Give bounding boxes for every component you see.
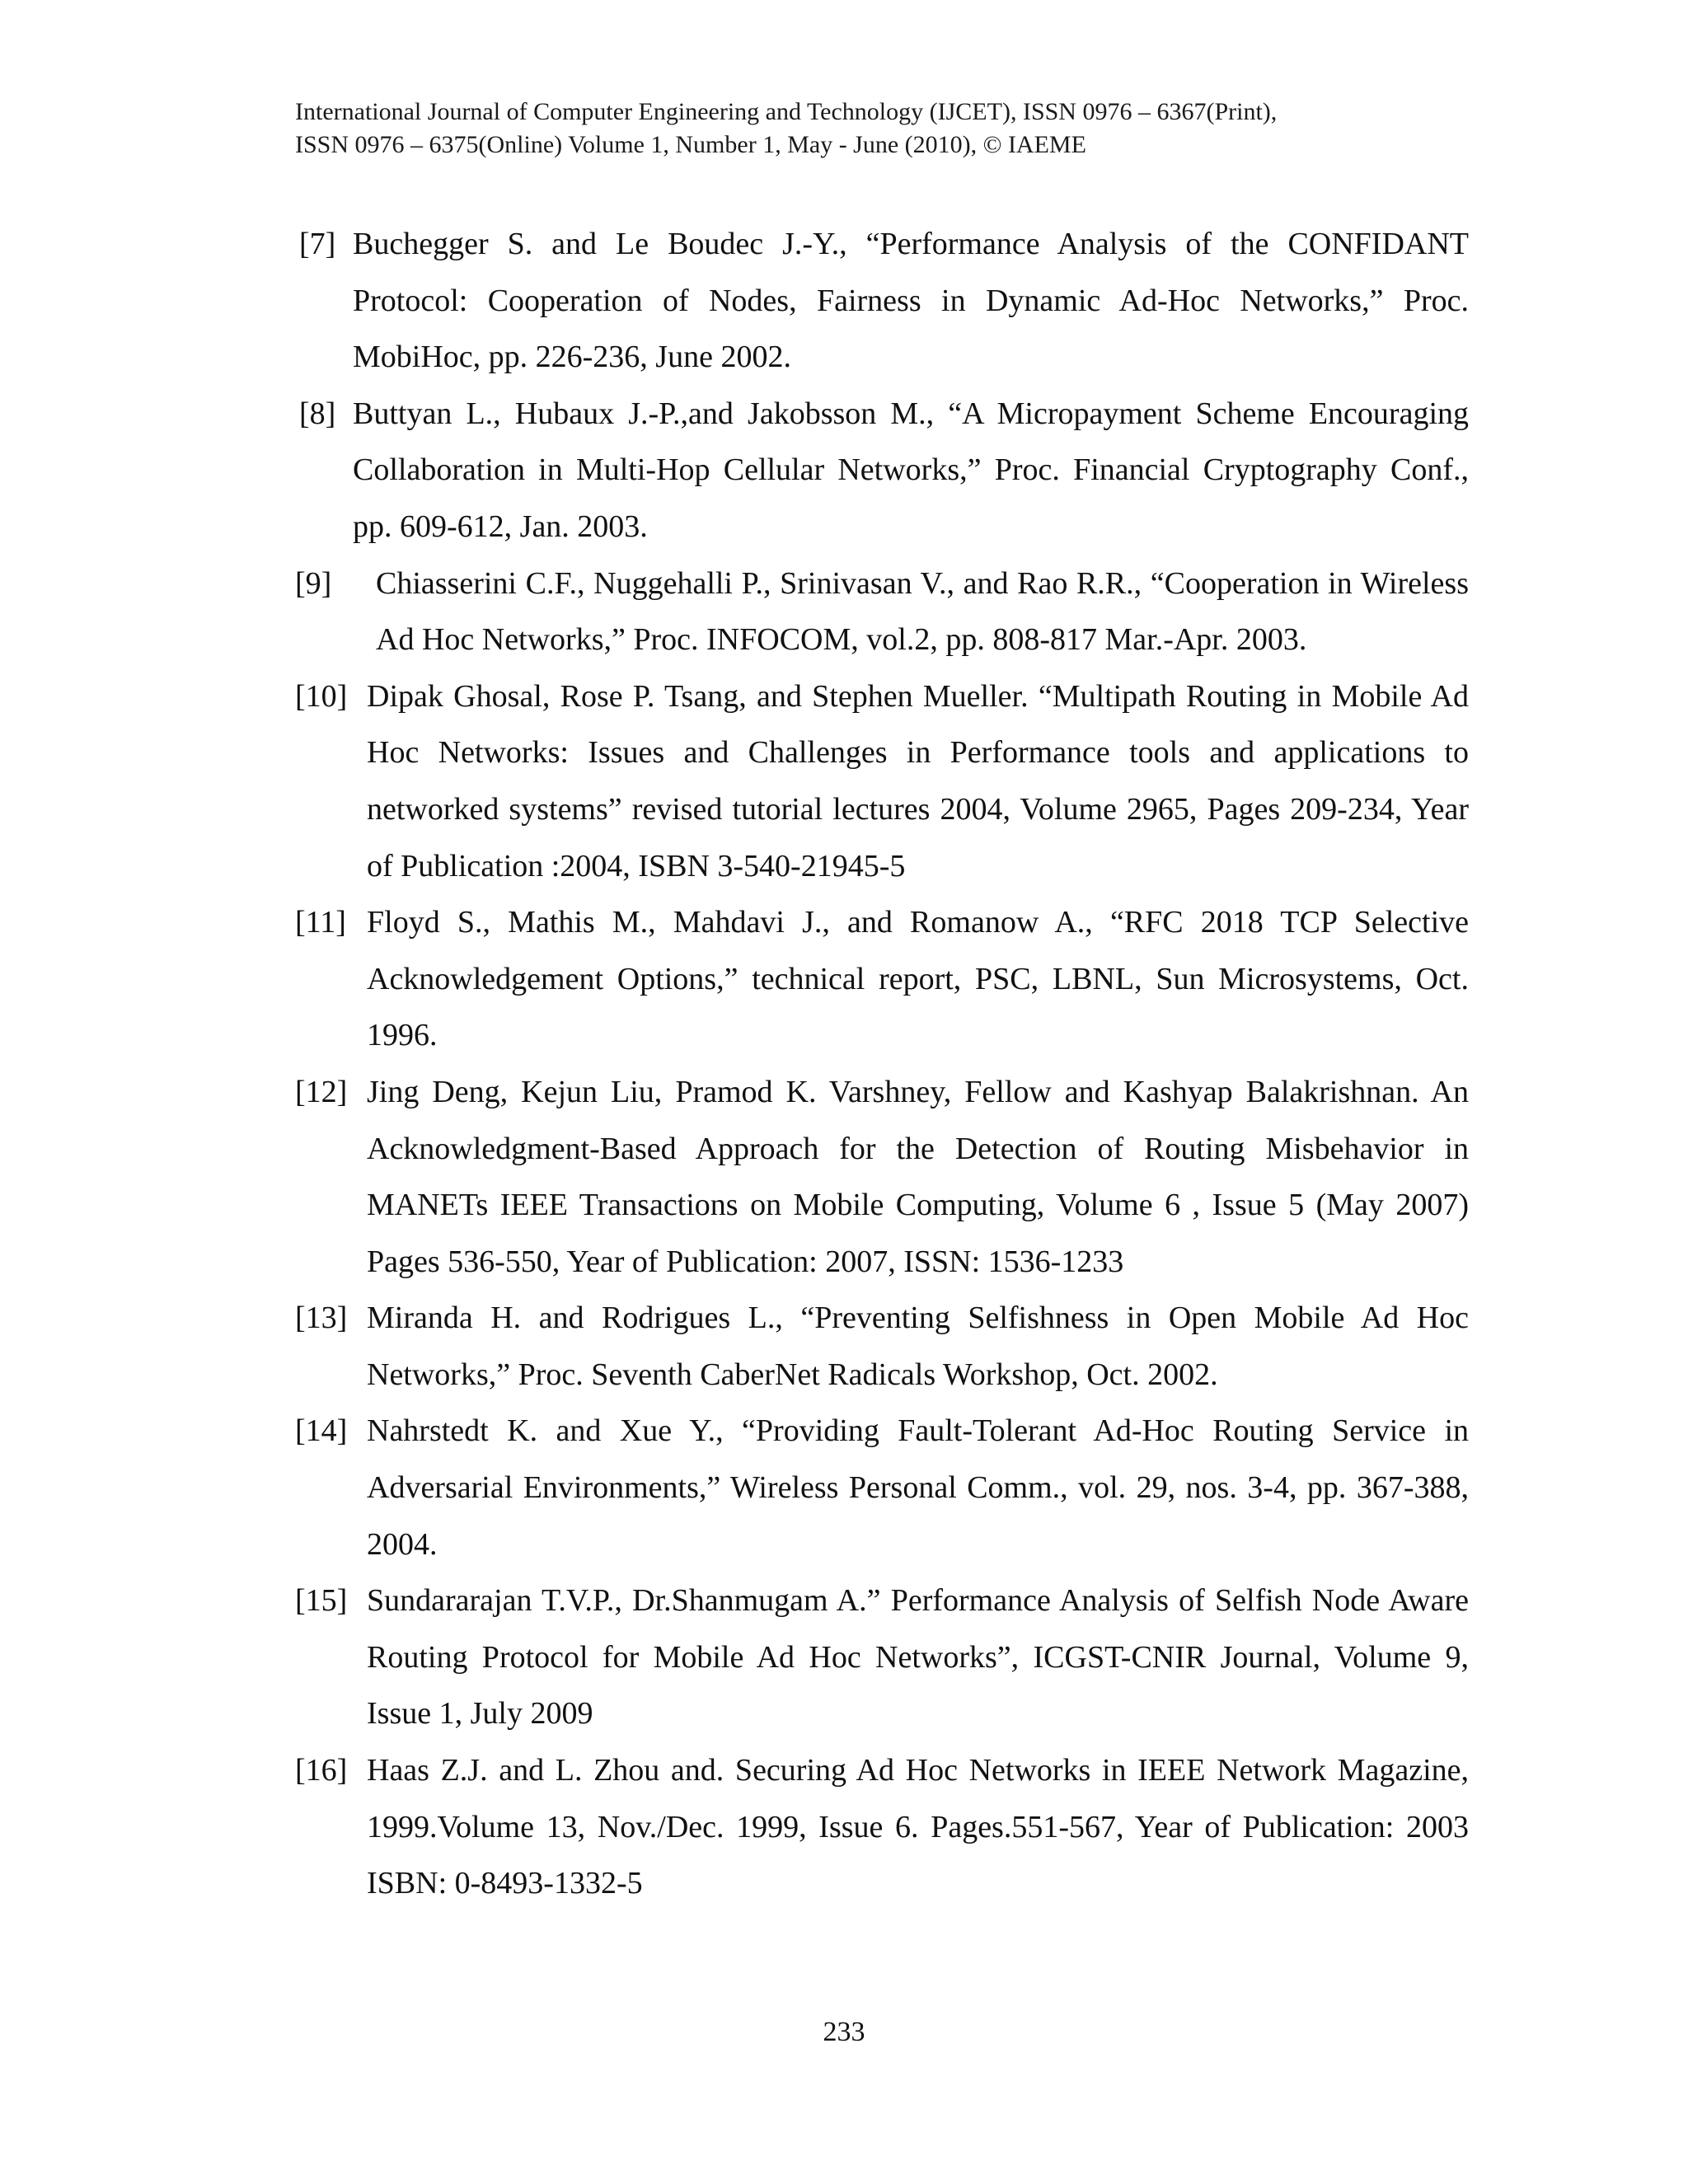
reference-text: Chiasserini C.F., Nuggehalli P., Srinivasan V., and Rao R.R., “Cooperation in Wireless Ad Hoc Networks,” Proc. INFOCOM, vol.2, pp. 808-817 Mar.-Apr. 2003. [376,565,1469,658]
reference-text: Jing Deng, Kejun Liu, Pramod K. Varshney, Fellow and Kashyap Balakrishnan. An Acknowledgment-Based Approach for the Detection of Routing Misbehavior in MANETs IEEE Transactions on Mobile Computing, Volume 6 , Issue 5 (May 2007) Pages 536-550, Year of Publication: 2007, ISSN: 1536-1233 [367,1074,1469,1279]
reference-number: [10] [295,678,348,714]
reference-text: Buttyan L., Hubaux J.-P.,and Jakobsson M., “A Micropayment Scheme Encouraging Collaboration in Multi-Hop Cellular Networks,” Proc. Financial Cryptography Conf., pp. 609-612, Jan. 2003. [353,396,1469,544]
reference-item [295,216,1469,386]
reference-number: [16] [295,1753,348,1788]
reference-item [295,1403,1469,1572]
reference-number: [14] [295,1413,348,1449]
reference-text: Floyd S., Mathis M., Mahdavi J., and Romanow A., “RFC 2018 TCP Selective Acknowledgement Options,” technical report, PSC, LBNL, Sun Microsystems, Oct. 1996. [367,905,1469,1053]
reference-number: [12] [295,1074,348,1109]
reference-text: Buchegger S. and Le Boudec J.-Y., “Performance Analysis of the CONFIDANT Protocol: Cooperation of Nodes, Fairness in Dynamic Ad-Hoc Networks,” Proc. MobiHoc, pp. 226-236, June 2002. [353,227,1469,375]
reference-text: Nahrstedt K. and Xue Y., “Providing Fault-Tolerant Ad-Hoc Routing Service in Adversarial Environments,” Wireless Personal Comm., vol. 29, nos. 3-4, pp. 367-388, 2004. [367,1413,1469,1562]
reference-number: [11] [295,905,346,940]
reference-text: Miranda H. and Rodrigues L., “Preventing Selfishness in Open Mobile Ad Hoc Networks,” Proc. Seventh CaberNet Radicals Workshop, Oct. 2002. [367,1301,1469,1392]
reference-text: Sundararajan T.V.P., Dr.Shanmugam A.” Performance Analysis of Selfish Node Aware Routing Protocol for Mobile Ad Hoc Networks”, ICGST-CNIR Journal, Volume 9, Issue 1, July 2009 [367,1583,1469,1732]
reference-number: [15] [295,1583,348,1619]
reference-item [295,386,1469,555]
page-number: 233 [823,2017,865,2047]
reference-item [295,1572,1469,1742]
reference-item [295,1290,1469,1403]
reference-text: Haas Z.J. and L. Zhou and. Securing Ad Hoc Networks in IEEE Network Magazine, 1999.Volume 13, Nov./Dec. 1999, Issue 6. Pages.551-567, Year of Publication: 2003 ISBN: 0-8493-1332-5 [367,1753,1469,1901]
reference-item [295,555,1469,668]
reference-number: [9] [295,565,332,601]
reference-item [295,894,1469,1064]
reference-number: [13] [295,1301,348,1336]
reference-item [295,1064,1469,1290]
reference-text: Dipak Ghosal, Rose P. Tsang, and Stephen Mueller. “Multipath Routing in Mobile Ad Hoc Networks: Issues and Challenges in Performance tools and applications to networked systems” revised tutorial lectures 2004, Volume 2965, Pages 209-234, Year of Publication :2004, ISBN 3-540-21945-5 [367,678,1469,883]
running-header [295,96,1531,162]
reference-number: [8] [299,396,336,431]
reference-item [295,1742,1469,1912]
running-header-line-2: ISSN 0976 – 6375(Online) Volume 1, Number 1, May - June (2010), © IAEME [295,131,1086,158]
reference-item [295,668,1469,894]
running-header-line-1: International Journal of Computer Engineering and Technology (IJCET), ISSN 0976 – 6367(Print), [295,98,1278,125]
reference-list [295,216,1469,1912]
reference-number: [7] [299,227,336,261]
